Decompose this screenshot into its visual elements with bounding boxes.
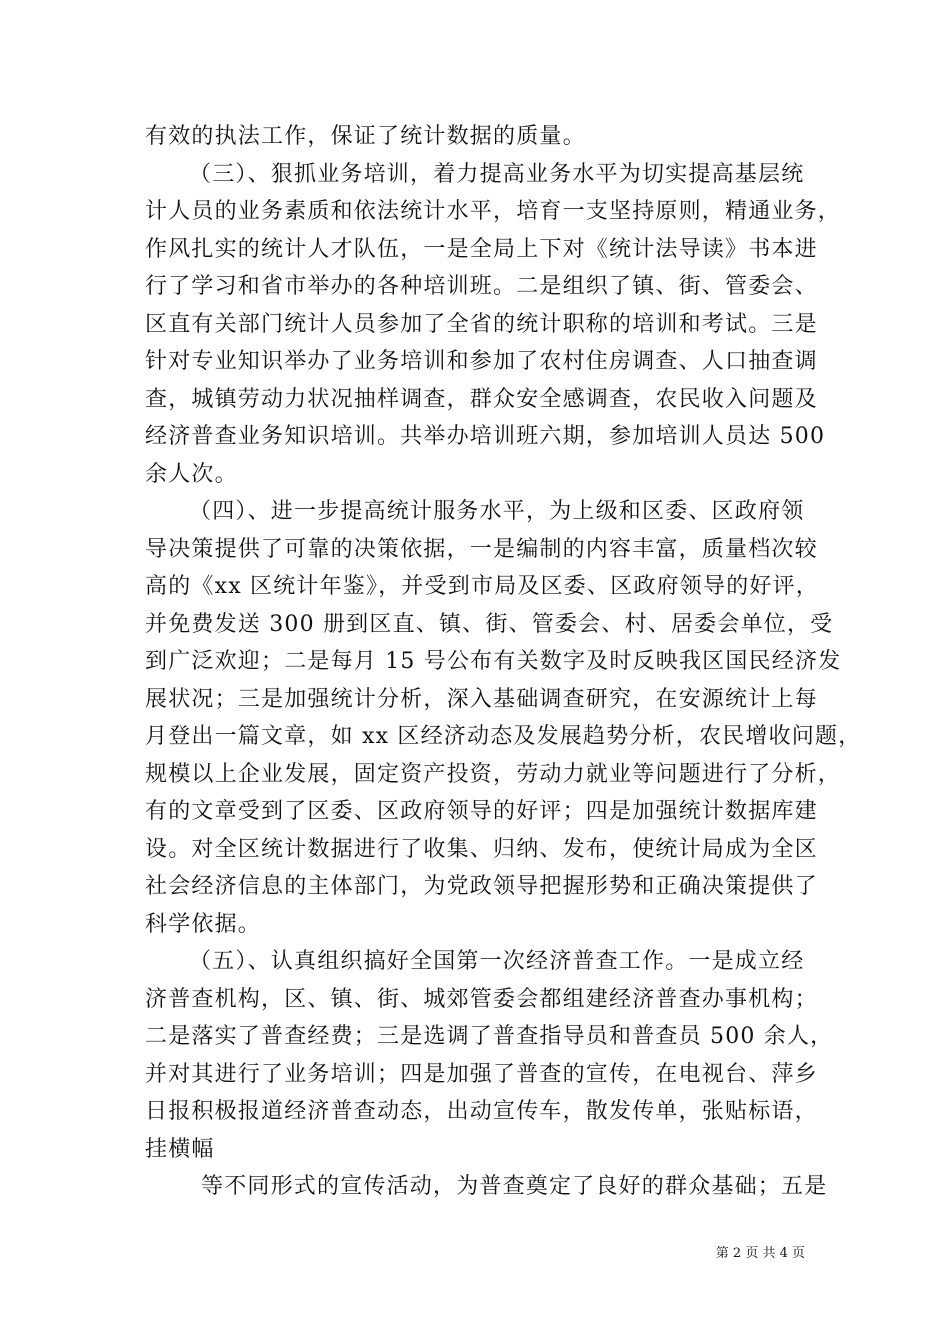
text-line: 经济普查业务知识培训。共举办培训班六期，参加培训人员达 500 xyxy=(145,424,826,449)
text-line: 设。对全区统计数据进行了收集、归纳、发布，使统计局成为全区 xyxy=(145,836,818,862)
text-line: 到广泛欢迎；二是每月 15 号公布有关数字及时反映我区国民经济发 xyxy=(145,649,842,674)
text-line: 并对其进行了业务培训；四是加强了普查的宣传，在电视台、萍乡 xyxy=(145,1061,818,1087)
text-line: 高的《xx 区统计年鉴》，并受到市局及区委、区政府领导的好评， xyxy=(145,574,820,599)
text-line: 二是落实了普查经费；三是选调了普查指导员和普查员 500 余人， xyxy=(145,1024,834,1049)
text-line: 并免费发送 300 册到区直、镇、街、管委会、村、居委会单位，受 xyxy=(145,611,834,637)
text-line: 规模以上企业发展，固定资产投资，劳动力就业等问题进行了分析， xyxy=(145,761,842,787)
text-line: 查，城镇劳动力状况抽样调查，群众安全感调查，农民收入问题及 xyxy=(145,386,818,412)
section-heading-line: （四）、进一步提高统计服务水平，为上级和区委、区政府领 xyxy=(189,499,805,524)
text-line: 社会经济信息的主体部门，为党政领导把握形势和正确决策提供了 xyxy=(145,874,818,899)
page-number-footer: 第 2 页 共 4 页 xyxy=(715,1246,805,1261)
section-heading-line: （三）、狠抓业务培训，着力提高业务水平为切实提高基层统 xyxy=(189,161,805,187)
text-line: 导决策提供了可靠的决策依据，一是编制的内容丰富，质量档次较 xyxy=(145,536,818,562)
section-heading-line: （五）、认真组织搞好全国第一次经济普查工作。一是成立经 xyxy=(189,949,805,974)
text-line: 挂横幅 xyxy=(145,1136,215,1162)
text-line: 针对专业知识举办了业务培训和参加了农村住房调查、人口抽查调 xyxy=(145,349,818,374)
text-line: 行了学习和省市举办的各种培训班。二是组织了镇、街、管委会、 xyxy=(145,274,818,299)
text-line: 计人员的业务素质和依法统计水平，培育一支坚持原则，精通业务， xyxy=(145,199,842,224)
text-line: 作风扎实的统计人才队伍，一是全局上下对《统计法导读》书本进 xyxy=(145,236,818,262)
text-line: 有效的执法工作，保证了统计数据的质量。 xyxy=(145,124,586,149)
text-line: 展状况；三是加强统计分析，深入基础调查研究，在安源统计上每 xyxy=(145,686,818,712)
text-line: 有的文章受到了区委、区政府领导的好评；四是加强统计数据库建 xyxy=(145,799,818,824)
text-line: 日报积极报道经济普查动态，出动宣传车，散发传单，张贴标语， xyxy=(145,1099,818,1124)
document-body xyxy=(145,118,862,1206)
text-line: 科学依据。 xyxy=(145,911,262,937)
text-line: 余人次。 xyxy=(145,461,238,487)
text-line: 区直有关部门统计人员参加了全省的统计职称的培训和考试。三是 xyxy=(145,311,818,337)
text-line: 等不同形式的宣传活动，为普查奠定了良好的群众基础；五是 xyxy=(201,1174,828,1199)
text-line: 月登出一篇文章，如 xx 区经济动态及发展趋势分析，农民增收问题， xyxy=(145,724,862,749)
text-line: 济普查机构，区、镇、街、城郊管委会都组建经济普查办事机构； xyxy=(145,986,818,1012)
